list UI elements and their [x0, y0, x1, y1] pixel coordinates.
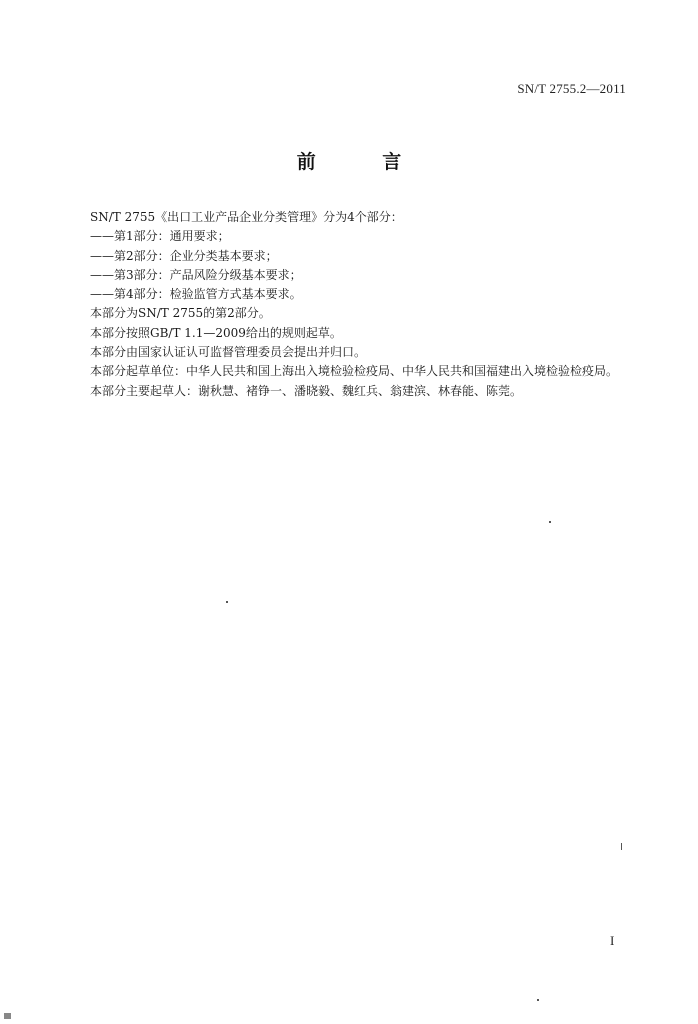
scan-speck — [4, 1013, 11, 1019]
list-item-part-4: ——第4部分：检验监管方式基本要求。 — [90, 287, 302, 302]
list-item-part-3: ——第3部分：产品风险分级基本要求； — [90, 267, 302, 282]
list-item-part-1: ——第1部分：通用要求； — [90, 229, 230, 244]
document-number: SN/T 2755.2—2011 — [517, 81, 626, 96]
paragraph-drafters: 本部分主要起草人：谢秋慧、褚铮一、潘晓毅、魏红兵、翁建滨、林春能、陈莞。 — [90, 383, 523, 398]
foreword-body — [66, 208, 636, 401]
paragraph-drafting-rules: 本部分按照GB/T 1.1—2009给出的规则起草。 — [90, 325, 342, 340]
page-number: I — [610, 933, 615, 948]
paragraph-this-part: 本部分为SN/T 2755的第2部分。 — [90, 306, 271, 321]
paragraph-parts-overview: SN/T 2755《出口工业产品企业分类管理》分为4个部分： — [90, 210, 403, 224]
paragraph-drafting-units: 本部分起草单位：中华人民共和国上海出入境检验检疫局、中华人民共和国福建出入境检验检疫局。 — [90, 364, 619, 379]
list-item-part-2: ——第2部分：企业分类基本要求； — [90, 248, 278, 263]
scan-speck — [549, 521, 551, 523]
scan-speck — [537, 999, 539, 1001]
scan-speck — [621, 843, 622, 850]
scan-speck — [226, 601, 228, 603]
page-title: 前 言 — [296, 151, 432, 173]
paragraph-proposer: 本部分由国家认证认可监督管理委员会提出并归口。 — [90, 345, 367, 360]
